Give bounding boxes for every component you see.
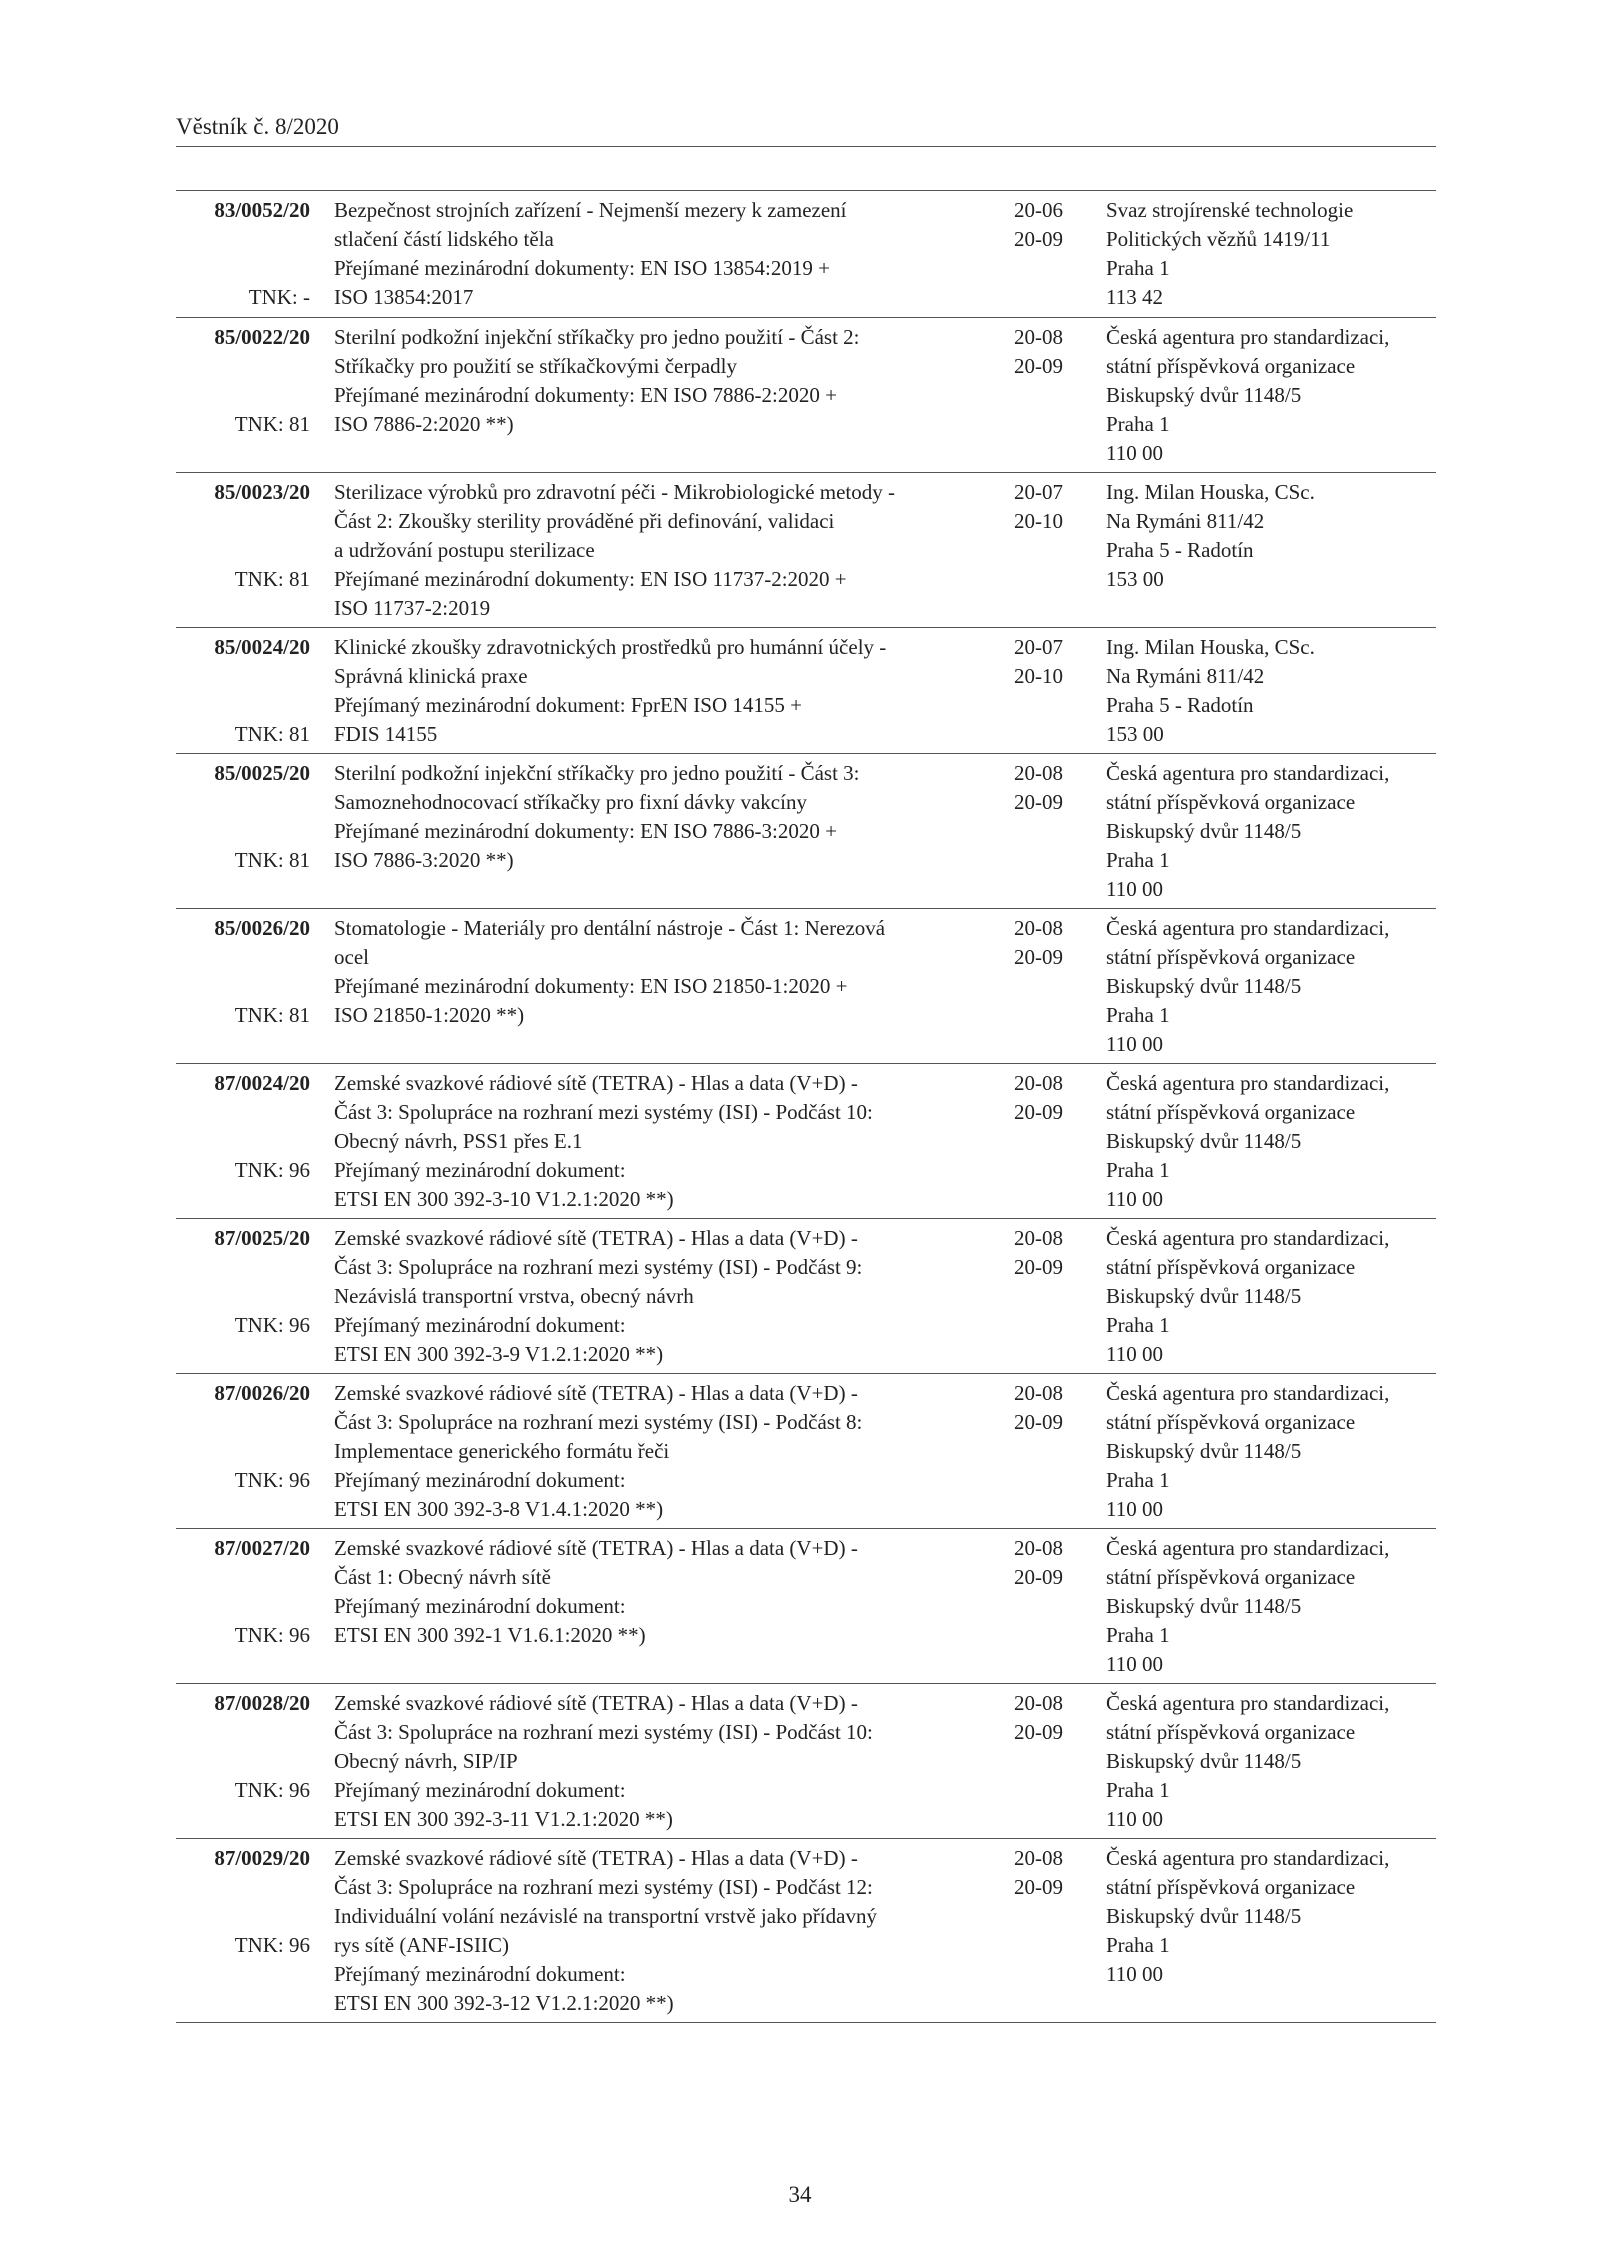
entry-contact-line: Praha 1 [1106,1313,1170,1337]
entry-contact-line: 110 00 [1106,1032,1163,1056]
entry-contact-line: 110 00 [1106,441,1163,465]
entry-tnk: TNK: 96 [234,1778,310,1802]
entry-contact-line: 110 00 [1106,1652,1163,1676]
entry-contact [1106,1379,1436,1524]
entry-title-line: Zemské svazkové rádiové sítě (TETRA) - Hlas a data (V+D) - [334,1226,858,1250]
entry-title [334,914,974,1030]
entry-contact-line: 153 00 [1106,567,1164,591]
entry-title-line: Samoznehodnocovací stříkačky pro fixní dávky vakcíny [334,790,807,814]
entry-id-column [176,196,310,309]
entry-title-line: Stříkačky pro použití se stříkačkovými čerpadly [334,354,737,378]
entry-title-line: Klinické zkoušky zdravotnických prostředků pro humánní účely - [334,635,887,659]
entry-contact [1106,323,1436,468]
entry-title-line: ETSI EN 300 392-3-8 V1.4.1:2020 **) [334,1497,664,1521]
entry-contact [1106,1534,1436,1679]
entry-contact-line: 153 00 [1106,722,1164,746]
entry-tnk: TNK: 96 [234,1468,310,1492]
entry-contact [1106,1844,1436,1989]
entry-number: 87/0027/20 [214,1536,310,1560]
entry-dates [1014,323,1084,381]
entry-title-line: ISO 7886-2:2020 **) [334,412,514,436]
entry-title-line: ETSI EN 300 392-3-11 V1.2.1:2020 **) [334,1807,673,1831]
entry-date: 20-06 [1014,198,1063,222]
entry-contact-line: Ing. Milan Houska, CSc. [1106,480,1315,504]
entry-contact-line: 110 00 [1106,1342,1163,1366]
standard-entry [176,908,1436,1063]
entry-contact-line: 110 00 [1106,1807,1163,1831]
entry-date: 20-07 [1014,480,1063,504]
entry-date: 20-08 [1014,916,1063,940]
entry-contact-line: státní příspěvková organizace [1106,945,1356,969]
entry-title-line: rys sítě (ANF-ISIIC) [334,1933,509,1957]
entry-date: 20-07 [1014,635,1063,659]
entry-contact-line: státní příspěvková organizace [1106,1255,1356,1279]
entry-date: 20-09 [1014,1565,1063,1589]
entry-date: 20-09 [1014,1875,1063,1899]
entry-contact-line: státní příspěvková organizace [1106,1720,1356,1744]
entry-tnk: TNK: 81 [234,848,310,872]
entry-dates [1014,759,1084,817]
entry-dates [1014,914,1084,972]
entry-title-line: Sterilizace výrobků pro zdravotní péči - Mikrobiologické metody - [334,480,896,504]
entry-title-line: Část 1: Obecný návrh sítě [334,1565,551,1589]
standard-entry [176,1063,1436,1218]
entry-number: 83/0052/20 [214,198,310,222]
entry-title-line: Přejímaný mezinárodní dokument: FprEN ISO 14155 + [334,693,802,717]
entry-title-line: stlačení částí lidského těla [334,227,554,251]
entry-tnk: TNK: 81 [234,567,310,591]
entry-number: 85/0022/20 [214,325,310,349]
entry-contact-line: Praha 1 [1106,1003,1170,1027]
entry-title-line: ETSI EN 300 392-3-10 V1.2.1:2020 **) [334,1187,674,1211]
entry-date: 20-08 [1014,325,1063,349]
entry-date: 20-08 [1014,1846,1063,1870]
entry-title-line: Přejímaný mezinárodní dokument: [334,1313,626,1337]
entry-title-line: Správná klinická praxe [334,664,528,688]
entry-contact-line: Česká agentura pro standardizaci, [1106,761,1390,785]
entry-title [334,1689,974,1834]
standards-table [176,190,1436,2023]
entry-title-line: Část 3: Spolupráce na rozhraní mezi systémy (ISI) - Podčást 10: [334,1100,873,1124]
entry-contact-line: Česká agentura pro standardizaci, [1106,1691,1390,1715]
entry-contact-line: Ing. Milan Houska, CSc. [1106,635,1315,659]
entry-contact [1106,196,1436,312]
entry-id-column [176,759,310,872]
entry-title-line: Část 3: Spolupráce na rozhraní mezi systémy (ISI) - Podčást 8: [334,1410,863,1434]
entry-contact-line: Praha 1 [1106,1933,1170,1957]
entry-contact-line: státní příspěvková organizace [1106,354,1356,378]
entry-title-line: Stomatologie - Materiály pro dentální nástroje - Část 1: Nerezová [334,916,886,940]
entry-contact-line: Biskupský dvůr 1148/5 [1106,974,1302,998]
entry-title-line: Sterilní podkožní injekční stříkačky pro jedno použití - Část 2: [334,325,860,349]
entry-title-line: Obecný návrh, PSS1 přes E.1 [334,1129,583,1153]
entry-number: 85/0026/20 [214,916,310,940]
entry-date: 20-09 [1014,790,1063,814]
entry-contact-line: Česká agentura pro standardizaci, [1106,1226,1390,1250]
entry-contact-line: Biskupský dvůr 1148/5 [1106,1749,1302,1773]
entry-contact-line: Praha 1 [1106,1778,1170,1802]
entry-contact-line: Česká agentura pro standardizaci, [1106,1071,1390,1095]
entry-title-line: ISO 21850-1:2020 **) [334,1003,525,1027]
entry-contact-line: Biskupský dvůr 1148/5 [1106,1129,1302,1153]
entry-title [334,323,974,439]
entry-date: 20-09 [1014,354,1063,378]
standard-entry [176,191,1436,317]
entry-contact-line: státní příspěvková organizace [1106,790,1356,814]
entry-contact-line: Česká agentura pro standardizaci, [1106,325,1390,349]
entry-number: 85/0024/20 [214,635,310,659]
entry-contact-line: státní příspěvková organizace [1106,1565,1356,1589]
standard-entry [176,1528,1436,1683]
entry-title-line: Část 2: Zkoušky sterility prováděné při definování, validaci [334,509,835,533]
entry-contact [1106,914,1436,1059]
entry-title [334,196,974,312]
entry-title-line: FDIS 14155 [334,722,438,746]
entry-contact-line: 110 00 [1106,1187,1163,1211]
entry-title-line: Zemské svazkové rádiové sítě (TETRA) - Hlas a data (V+D) - [334,1071,858,1095]
entry-contact-line: 110 00 [1106,877,1163,901]
entry-contact-line: Praha 1 [1106,256,1170,280]
entry-title [334,1844,974,2018]
entry-title-line: Přejímané mezinárodní dokumenty: EN ISO 7886-2:2020 + [334,383,837,407]
entry-title [334,1069,974,1214]
header-divider [176,146,1436,147]
entry-contact-line: Na Rymáni 811/42 [1106,509,1265,533]
entry-title-line: ETSI EN 300 392-3-12 V1.2.1:2020 **) [334,1991,674,2015]
entry-id-column [176,633,310,746]
entry-dates [1014,1224,1084,1282]
entry-date: 20-09 [1014,1720,1063,1744]
entry-title-line: a udržování postupu sterilizace [334,538,595,562]
entry-title-line: Zemské svazkové rádiové sítě (TETRA) - Hlas a data (V+D) - [334,1846,858,1870]
standard-entry [176,1373,1436,1528]
standard-entry [176,472,1436,627]
entry-contact [1106,1069,1436,1214]
entry-dates [1014,1069,1084,1127]
entry-dates [1014,196,1084,254]
entry-contact [1106,1689,1436,1834]
entry-title-line: Nezávislá transportní vrstva, obecný návrh [334,1284,694,1308]
entry-tnk: TNK: 96 [234,1623,310,1647]
entry-date: 20-08 [1014,1536,1063,1560]
standard-entry [176,753,1436,908]
entry-tnk: TNK: 81 [234,722,310,746]
entry-title-line: Zemské svazkové rádiové sítě (TETRA) - Hlas a data (V+D) - [334,1381,858,1405]
entry-title-line: Přejímané mezinárodní dokumenty: EN ISO 21850-1:2020 + [334,974,848,998]
entry-contact-line: Praha 5 - Radotín [1106,538,1254,562]
entry-title-line: Přejímané mezinárodní dokumenty: EN ISO 7886-3:2020 + [334,819,837,843]
entry-id-column [176,1689,310,1802]
entry-contact [1106,633,1436,749]
entry-title [334,1534,974,1650]
entry-date: 20-08 [1014,1071,1063,1095]
entry-contact [1106,478,1436,594]
entry-dates [1014,1534,1084,1592]
entry-dates [1014,1844,1084,1902]
entry-tnk: TNK: 96 [234,1313,310,1337]
entry-title-line: Obecný návrh, SIP/IP [334,1749,518,1773]
entry-title-line: ocel [334,945,369,969]
entry-tnk: TNK: 81 [234,412,310,436]
entry-title-line: Přejímaný mezinárodní dokument: [334,1468,626,1492]
entry-contact [1106,759,1436,904]
entry-contact-line: státní příspěvková organizace [1106,1410,1356,1434]
entry-title-line: ISO 13854:2017 [334,285,474,309]
entry-contact-line: státní příspěvková organizace [1106,1875,1356,1899]
entry-date: 20-08 [1014,761,1063,785]
entry-title-line: Část 3: Spolupráce na rozhraní mezi systémy (ISI) - Podčást 10: [334,1720,873,1744]
entry-date: 20-10 [1014,509,1063,533]
entry-id-column [176,323,310,436]
entry-title-line: ETSI EN 300 392-1 V1.6.1:2020 **) [334,1623,646,1647]
entry-id-column [176,1534,310,1647]
entry-title-line: Přejímaný mezinárodní dokument: [334,1962,626,1986]
entry-contact-line: 110 00 [1106,1962,1163,1986]
entry-tnk: TNK: 96 [234,1933,310,1957]
entry-date: 20-09 [1014,1410,1063,1434]
entry-number: 87/0026/20 [214,1381,310,1405]
entry-date: 20-08 [1014,1226,1063,1250]
entry-title-line: Přejímané mezinárodní dokumenty: EN ISO 11737-2:2020 + [334,567,847,591]
entry-dates [1014,1689,1084,1747]
entry-title [334,1379,974,1524]
standard-entry [176,1683,1436,1838]
entry-title-line: ETSI EN 300 392-3-9 V1.2.1:2020 **) [334,1342,664,1366]
entry-number: 87/0024/20 [214,1071,310,1095]
entry-date: 20-09 [1014,227,1063,251]
entry-id-column [176,1844,310,1957]
entry-title-line: Bezpečnost strojních zařízení - Nejmenší mezery k zamezení [334,198,847,222]
entry-date: 20-08 [1014,1691,1063,1715]
entry-number: 85/0025/20 [214,761,310,785]
entry-title-line: Část 3: Spolupráce na rozhraní mezi systémy (ISI) - Podčást 12: [334,1875,873,1899]
entry-date: 20-09 [1014,1255,1063,1279]
entry-contact-line: Svaz strojírenské technologie [1106,198,1354,222]
entry-tnk: TNK: - [248,285,310,309]
entry-title-line: Individuální volání nezávislé na transportní vrstvě jako přídavný [334,1904,877,1928]
entry-title-line: Sterilní podkožní injekční stříkačky pro jedno použití - Část 3: [334,761,860,785]
entry-dates [1014,633,1084,691]
entry-contact-line: Česká agentura pro standardizaci, [1106,1536,1390,1560]
entry-contact-line: Biskupský dvůr 1148/5 [1106,1904,1302,1928]
entry-contact-line: Biskupský dvůr 1148/5 [1106,1284,1302,1308]
entry-contact-line: Praha 1 [1106,1158,1170,1182]
entry-title-line: Přejímaný mezinárodní dokument: [334,1158,626,1182]
entry-dates [1014,1379,1084,1437]
page-header-title: Věstník č. 8/2020 [176,114,339,139]
entry-id-column [176,478,310,591]
entry-contact [1106,1224,1436,1369]
entry-title-line: Přejímaný mezinárodní dokument: [334,1778,626,1802]
entry-id-column [176,1069,310,1182]
entry-title [334,633,974,749]
entry-number: 87/0029/20 [214,1846,310,1870]
entry-title-line: Implementace generického formátu řeči [334,1439,670,1463]
entry-id-column [176,1224,310,1337]
entry-contact-line: Česká agentura pro standardizaci, [1106,1846,1390,1870]
entry-date: 20-08 [1014,1381,1063,1405]
entry-contact-line: Na Rymáni 811/42 [1106,664,1265,688]
entry-id-column [176,1379,310,1492]
entry-contact-line: Biskupský dvůr 1148/5 [1106,383,1302,407]
entry-date: 20-10 [1014,664,1063,688]
entry-date: 20-09 [1014,945,1063,969]
entry-title-line: Část 3: Spolupráce na rozhraní mezi systémy (ISI) - Podčást 9: [334,1255,863,1279]
entry-title [334,478,974,623]
entry-number: 87/0025/20 [214,1226,310,1250]
entry-contact-line: Biskupský dvůr 1148/5 [1106,819,1302,843]
entry-contact-line: 113 42 [1106,285,1163,309]
entry-dates [1014,478,1084,536]
entry-title-line: ISO 7886-3:2020 **) [334,848,514,872]
entry-contact-line: Biskupský dvůr 1148/5 [1106,1439,1302,1463]
entry-title-line: Zemské svazkové rádiové sítě (TETRA) - Hlas a data (V+D) - [334,1536,858,1560]
entry-contact-line: Praha 1 [1106,1623,1170,1647]
entry-tnk: TNK: 81 [234,1003,310,1027]
entry-contact-line: Praha 1 [1106,412,1170,436]
entry-contact-line: Biskupský dvůr 1148/5 [1106,1594,1302,1618]
entry-id-column [176,914,310,1027]
entry-contact-line: 110 00 [1106,1497,1163,1521]
entry-contact-line: Praha 1 [1106,848,1170,872]
entry-contact-line: Praha 5 - Radotín [1106,693,1254,717]
entry-tnk: TNK: 96 [234,1158,310,1182]
standard-entry [176,1218,1436,1373]
standard-entry [176,1838,1436,2022]
entry-title-line: Zemské svazkové rádiové sítě (TETRA) - Hlas a data (V+D) - [334,1691,858,1715]
entry-title-line: Přejímané mezinárodní dokumenty: EN ISO 13854:2019 + [334,256,830,280]
entry-contact-line: Česká agentura pro standardizaci, [1106,1381,1390,1405]
entry-number: 87/0028/20 [214,1691,310,1715]
entry-number: 85/0023/20 [214,480,310,504]
entry-title-line: Přejímaný mezinárodní dokument: [334,1594,626,1618]
entry-contact-line: Česká agentura pro standardizaci, [1106,916,1390,940]
page-number: 34 [788,2182,812,2207]
entry-contact-line: Politických vězňů 1419/11 [1106,227,1331,251]
entry-title [334,759,974,875]
entry-title [334,1224,974,1369]
entry-contact-line: Praha 1 [1106,1468,1170,1492]
entry-contact-line: státní příspěvková organizace [1106,1100,1356,1124]
standard-entry [176,317,1436,472]
entry-date: 20-09 [1014,1100,1063,1124]
entry-title-line: ISO 11737-2:2019 [334,596,491,620]
standard-entry [176,627,1436,753]
